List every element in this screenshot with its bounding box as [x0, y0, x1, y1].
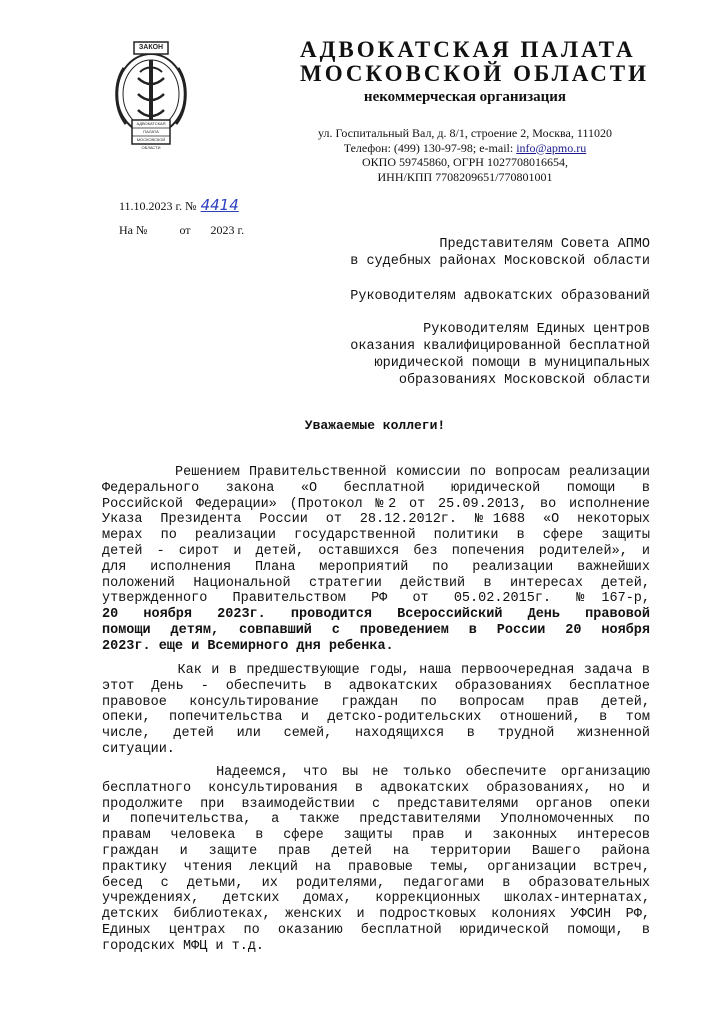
paragraph-1 [102, 465, 650, 655]
text-line: городских МФЦ и т.д. [102, 938, 265, 954]
text-line: граждан и защите прав детей на территории Вашего района [102, 843, 650, 859]
org-name-line2: МОСКОВСКОЙ ОБЛАСТИ [300, 61, 650, 86]
organization-logo [110, 38, 192, 148]
registration-date: 11.10.2023 г. № [119, 199, 197, 213]
bold-text-line: 20 ноября 2023г. проводится Всероссийский День правовой [102, 607, 650, 623]
addressee-line: оказания квалифицированной бесплатной [350, 339, 650, 354]
bold-text-line: помощи детям, совпавший с проведением в России 20 ноября [102, 622, 650, 638]
text-line: опеки, попечительства и детско-родительских отношений, в том [102, 710, 650, 726]
addressee-block-2 [310, 288, 650, 305]
text-line: Указа Президента России от 28.12.2012г. №1688 «О некоторых [102, 512, 650, 528]
ref-no-label: На № [119, 223, 148, 237]
text-line: ситуации. [102, 741, 175, 757]
org-name-line1: АДВОКАТСКАЯ ПАЛАТА [300, 37, 636, 62]
text-line: бесплатного консультирования в адвокатских образованиях, но и [102, 780, 650, 796]
phone-email-line [300, 141, 630, 156]
text-line: и попечительства, а также представителями Уполномоченных по [102, 812, 650, 828]
text-line: продолжите при взаимодействии с представителями органов опеки [102, 796, 650, 812]
ref-year: 2023 г. [210, 223, 245, 237]
addressee-line: Руководителям Единых центров [423, 322, 650, 337]
inn-line: ИНН/КПП 7708209651/770801001 [377, 169, 553, 184]
addressee-line: образованиях Московской области [398, 373, 650, 388]
addressee-block-3 [310, 321, 650, 389]
logo-bottom-text: АДВОКАТСКАЯ ПАЛАТА МОСКОВСКОЙ ОБЛАСТИ [136, 121, 166, 150]
addressee-line: Представителям Совета АПМО [439, 237, 650, 252]
paragraph-3 [102, 765, 650, 955]
text-line: Решением Правительственной комиссии по вопросам реализации [102, 465, 650, 480]
text-line: Надеемся, что вы не только обеспечите организацию [102, 765, 650, 780]
text-line: утвержденного Правительством РФ от 05.02.2015г. №167-р, [102, 591, 650, 607]
paragraph-2 [102, 663, 650, 758]
text-line: детских библиотеках, женских и подростковых колониях УФСИН РФ, [102, 907, 650, 923]
addressee-line: юридической помощи в муниципальных [374, 356, 650, 371]
phone-text: Телефон: (499) 130-97-98; e-mail: [343, 140, 517, 155]
text-line: для исполнения Плана мероприятий по реализации важнейших [102, 559, 650, 575]
bold-text-line: 2023г. еще и Всемирного дня ребенка. [102, 638, 394, 654]
text-line: Как и в предшествующие годы, наша первоочередная задача в [102, 663, 650, 678]
okpo-line: ОКПО 59745860, ОГРН 1027708016654, [362, 155, 568, 169]
addressee-block-1 [310, 236, 650, 270]
text-line: Единых центрах по оказанию бесплатной юридической помощи, в [102, 922, 650, 938]
greeting: Уважаемые коллеги! [304, 418, 446, 433]
contacts-block [300, 126, 630, 184]
text-line: Федерального закона «О бесплатной юридической помощи в [102, 480, 650, 496]
text-line: правовое консультирование граждан по вопросам прав детей, [102, 694, 650, 710]
address-line: ул. Госпитальный Вал, д. 8/1, строение 2, Москва, 111020 [318, 126, 612, 140]
addressee-line: в судебных районах Московской области [350, 254, 650, 269]
text-line: правам человека в сфере защиты прав и законных интересов [102, 828, 650, 844]
text-line: положений Национальной стратегии действий в интересах детей, [102, 575, 650, 591]
addressee-line: Руководителям адвокатских образований [350, 289, 650, 304]
text-line: этот День - обеспечить в адвокатских образованиях бесплатное [102, 678, 650, 694]
text-line: Российской Федерации» (Протокол №2 от 25.09.2013, во исполнение [102, 496, 650, 512]
text-line: мерах по реализации государственной политики в сфере защиты [102, 528, 650, 544]
ref-from-label: от [179, 223, 191, 237]
text-line: практику чтения лекций на правовые темы, организации встреч, [102, 859, 650, 875]
registration-line [119, 196, 239, 214]
logo-top-text: ЗАКОН [138, 44, 164, 51]
email-link[interactable]: info@apmo.ru [516, 140, 587, 155]
text-line: детей - сирот и детей, оставшихся без попечения родителей», и [102, 543, 650, 559]
text-line: учреждениях, детских домах, коррекционных школах-интернатах, [102, 891, 650, 907]
text-line: бесед с детьми, их родителями, педагогами в образовательных [102, 875, 650, 891]
org-type: некоммерческая организация [363, 89, 567, 105]
reference-line [119, 223, 244, 238]
registration-number: 4414 [200, 196, 239, 214]
text-line: числе, детей или семей, находящихся в трудной жизненной [102, 726, 650, 742]
